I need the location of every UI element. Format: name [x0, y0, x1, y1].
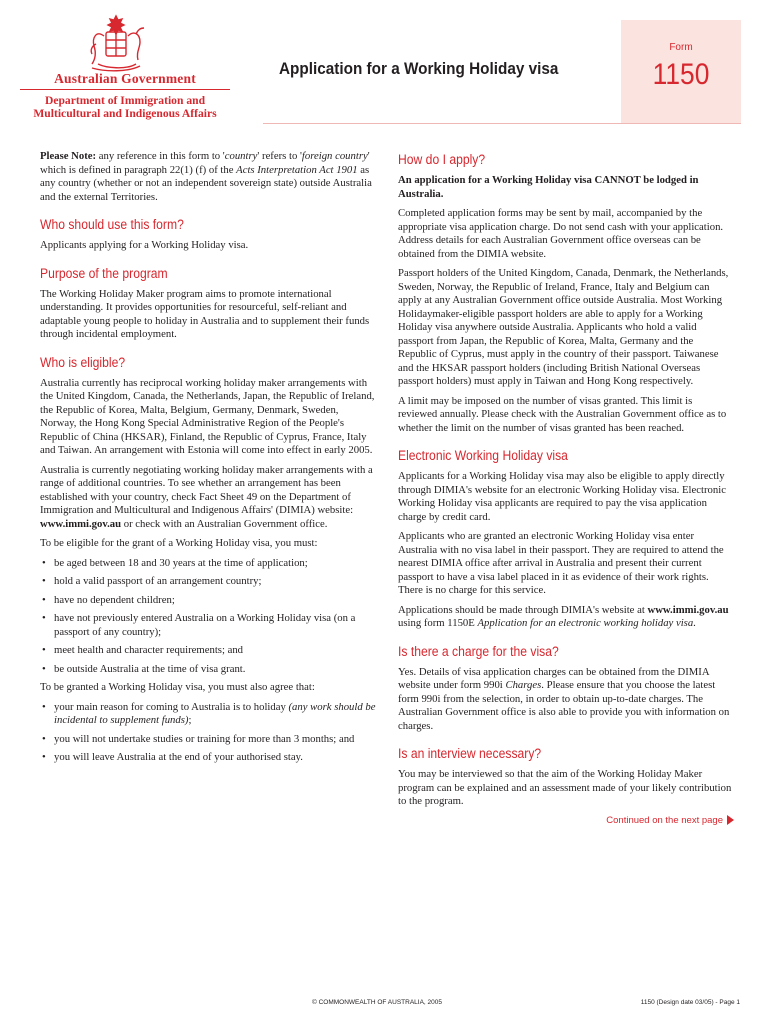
continued-note	[398, 815, 734, 826]
how-paragraph: Passport holders of the United Kingdom, Canada, Denmark, the Netherlands, Sweden, Norway, the Republic of Ireland, France, Italy and Belgium can apply at any Australian Government office outside Australia. Most Working Holidaymaker-eligible passport holders are able to apply for a Working Holiday visa anywhere outside Australia. Applicants who hold a valid passport from Japan, the Republic of Korea, Malta, Germany and the Republic of Cyprus, must apply in the country of their passport. Taiwanese and the HKSAR passport holders (including British National Overseas passport holders) must apply in Taiwan and Hong Kong respectively.	[398, 267, 729, 387]
eligible-heading: Who is eligible?	[40, 354, 126, 370]
note-text: ' refers to '	[257, 150, 302, 162]
how-bold: An application for a Working Holiday visa CANNOT be lodged in Australia.	[398, 174, 699, 200]
list-item: • you will not undertake studies or training for more than 3 months; and	[40, 733, 376, 747]
page-title: Application for a Working Holiday visa	[279, 59, 559, 78]
arrow-right-icon	[727, 815, 734, 825]
how-paragraph: A limit may be imposed on the number of visas granted. This limit is reviewed annually. Please check with the Australian Government office as to whether the limit on the number of visas granted has been reached.	[398, 394, 727, 434]
note-act: Acts Interpretation Act 1901	[236, 163, 358, 176]
interview-paragraph: You may be interviewed so that the aim of the Working Holiday Maker program can be explained and an assessment made of your likely contribution to the program.	[398, 768, 732, 807]
evisa-text: Applications should be made through DIMIA's website at	[398, 603, 648, 616]
evisa-text: .	[693, 617, 696, 629]
agree-text: ;	[188, 714, 192, 726]
form-number: 1150	[652, 58, 710, 91]
eligible-text: or check with an Australian Government office.	[121, 517, 328, 530]
evisa-form-title: Application for an electronic working holiday visa	[477, 617, 694, 629]
how-to-apply-heading: How do I apply?	[398, 152, 486, 167]
list-item: • you will leave Australia at the end of your authorised stay.	[40, 751, 376, 765]
charge-text: Yes. Details of visa application charges can be obtained from the DIMIA website under form 990i	[398, 665, 709, 691]
form-label: Form	[669, 42, 693, 53]
evisa-paragraph: Applicants who are granted an electronic Working Holiday visa enter Australia with no visa label in their passport. They are required to attend the nearest DIMIA office after arrival in Australia and present their current passport to have a visa label placed in it as evidence of their work rights. There is no charge for this service.	[398, 530, 724, 596]
list-item: • be outside Australia at the time of visa grant.	[40, 663, 376, 677]
government-name: Australian Government	[54, 71, 196, 86]
list-item: • have not previously entered Australia on a Working Holiday visa (on a passport of any country);	[40, 612, 376, 639]
department-name	[20, 94, 230, 120]
charge-heading: Is there a charge for the visa?	[398, 643, 559, 659]
evisa-text: using form 1150E	[398, 617, 478, 629]
continued-text: Continued on the next page	[606, 814, 723, 826]
list-item: • be aged between 18 and 30 years at the time of application;	[40, 557, 376, 571]
header-divider	[263, 123, 741, 124]
note-text: ' which is defined in paragraph 22(1) (f) of the	[40, 150, 370, 176]
department-line-2: Multicultural and Indigenous Affairs	[33, 107, 217, 120]
agree-intro: To be granted a Working Holiday visa, you must also agree that:	[40, 681, 315, 693]
charge-text: . Please ensure that you choose the latest form 990i from the selection, in order to obtain up-to-date charges. The Australian Government office is also able to provide you with information on charges.	[398, 679, 730, 732]
agreement-list	[40, 701, 376, 765]
who-should-use-heading: Who should use this form?	[40, 217, 184, 232]
page-footer: 1150 (Design date 03/05) - Page 1	[640, 999, 740, 1006]
please-note	[40, 150, 376, 204]
copyright-footer: © COMMONWEALTH OF AUSTRALIA, 2005	[312, 999, 442, 1006]
eligible-text: Australia is currently negotiating working holiday maker arrangements with a range of additional countries. To see whether an arrangement has been established with your country, check Fact Sheet 49 on the Department of Immigration and Multicultural and Indigenous Affairs' (DIMIA) website:	[40, 463, 373, 516]
eligible-paragraph: Australia currently has reciprocal working holiday maker arrangements with the United Kingdom, Canada, the Netherlands, Japan, the Republic of Ireland, the Republic of Korea, Malta, Belgium, Germany, Denmark, Sweden, Norway, the Hong Kong Special Administrative Region of the People's Republic of China (HKSAR), Finland, the Republic of Cyprus, France, Italy and Taiwan. An arrangement with Estonia will come into effect in early 2005.	[40, 376, 375, 456]
eligible-paragraph: To be eligible for the grant of a Working Holiday visa, you must:	[40, 537, 318, 549]
form-number-box	[621, 20, 741, 123]
charges-italic: Charges	[505, 679, 542, 691]
evisa-paragraph: Applicants for a Working Holiday visa may also be eligible to apply directly through DIMIA's website for an electronic Working Holiday visa. Electronic Working Holiday visa applicants are required to pay the visa application charge by credit card.	[398, 470, 726, 523]
purpose-heading: Purpose of the program	[40, 265, 168, 281]
list-item: • hold a valid passport of an arrangement country;	[40, 575, 376, 589]
list-item: • meet health and character requirements; and	[40, 644, 376, 658]
note-country: country	[224, 150, 258, 162]
eligibility-list	[40, 557, 376, 677]
note-label: Please Note:	[40, 150, 97, 162]
how-paragraph: Completed application forms may be sent by mail, accompanied by the appropriate visa application charge. Do not send cash with your application. Address details for each Australian Government office overseas can be obtained from the DIMIA website.	[398, 207, 724, 260]
divider	[20, 89, 230, 90]
left-column	[40, 150, 376, 770]
coat-of-arms-logo	[84, 14, 148, 74]
charge-paragraph	[398, 666, 734, 734]
right-column	[398, 150, 734, 826]
eligible-paragraph	[40, 464, 376, 532]
immi-link: www.immi.gov.au	[647, 603, 729, 616]
interview-heading: Is an interview necessary?	[398, 746, 542, 761]
evisa-paragraph	[398, 604, 734, 631]
list-item	[40, 701, 376, 728]
agree-text: your main reason for coming to Australia is to holiday	[54, 700, 289, 713]
who-should-use-text: Applicants applying for a Working Holiday visa.	[40, 239, 249, 251]
note-text: as any country (whether or not an independent sovereign state) outside Australia and the external Territories.	[40, 163, 372, 203]
purpose-text: The Working Holiday Maker program aims to promote international understanding. It provides opportunities for resourceful, self-reliant and adaptable young people to holiday in Australia and to supplement their funds through incidental employment.	[40, 287, 370, 340]
electronic-visa-heading: Electronic Working Holiday visa	[398, 448, 568, 463]
immi-link: www.immi.gov.au	[40, 517, 122, 530]
note-text: any reference in this form to '	[96, 150, 225, 162]
agree-italic: (any work should be incidental to supplement funds)	[54, 700, 376, 726]
note-foreign-country: foreign country	[301, 150, 368, 162]
list-item: • have no dependent children;	[40, 594, 376, 608]
department-line-1: Department of Immigration and	[44, 94, 206, 107]
how-bold-text	[398, 174, 734, 201]
